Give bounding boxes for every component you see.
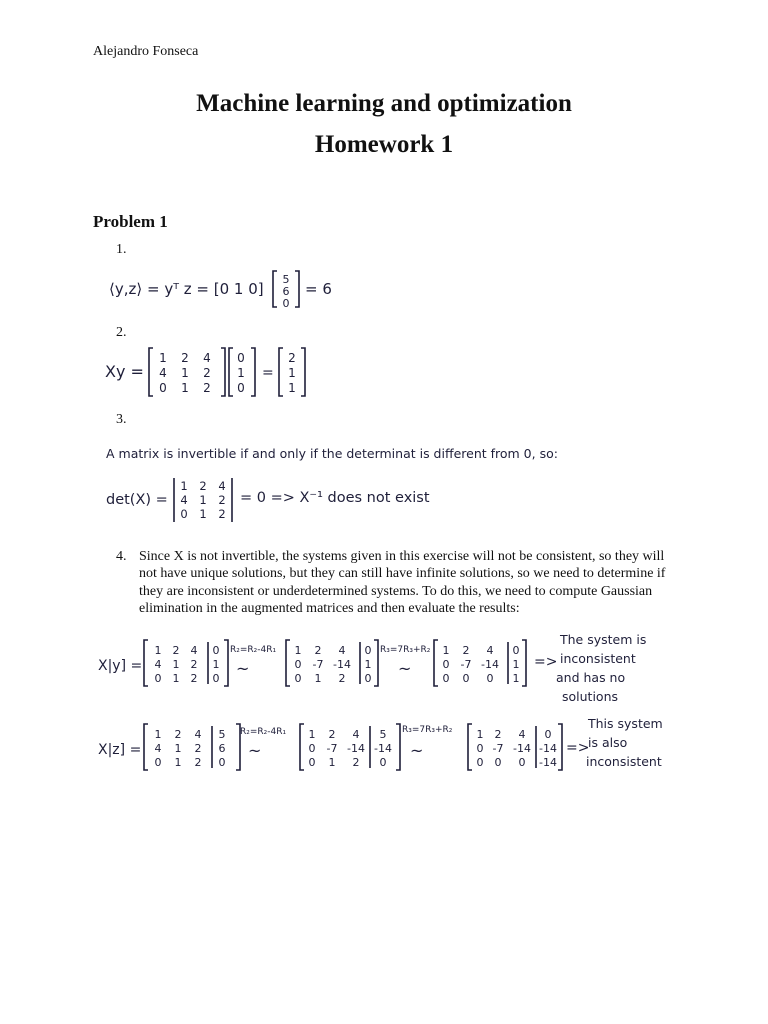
m-cell: 0 (442, 658, 450, 671)
author-name: Alejandro Fonseca (93, 44, 199, 59)
m-cell: 2 (218, 493, 226, 507)
m-cell: 1 (154, 728, 162, 741)
item3-content (104, 436, 624, 528)
document-title: Machine learning and optimization (196, 90, 572, 117)
m-cell: 4 (194, 728, 202, 741)
item1-vec-0: 5 (282, 273, 290, 286)
m-cell: 0 (379, 756, 387, 769)
m-cell: 2 (181, 351, 189, 365)
r-cell: 1 (288, 366, 296, 380)
item1-vec-1: 6 (282, 285, 290, 298)
m-cell: 5 (379, 728, 387, 741)
document-subtitle: Homework 1 (314, 131, 454, 158)
m-cell: 1 (212, 658, 220, 671)
m-cell: 2 (190, 672, 198, 685)
m-cell: 4 (203, 351, 211, 365)
m-cell: 4 (338, 644, 346, 657)
m-cell: 1 (442, 644, 450, 657)
m-cell: 1 (180, 479, 188, 493)
m-cell: 2 (494, 728, 502, 741)
m-cell: 0 (442, 672, 450, 685)
item3-statement: A matrix is invertible if and only if the determinat is different from 0, so: (106, 446, 558, 461)
m-cell: 1 (294, 644, 302, 657)
gauss2-note-line: This system (588, 716, 663, 731)
m-cell: 4 (154, 658, 162, 671)
m-cell: 0 (294, 658, 302, 671)
m-cell: 4 (154, 742, 162, 755)
m-cell: 5 (218, 728, 226, 741)
m-cell: 0 (212, 672, 220, 685)
m-cell: 1 (154, 644, 162, 657)
m-cell: 1 (476, 728, 484, 741)
gauss2-row (98, 714, 678, 776)
gauss2-note-line: inconsistent (586, 754, 662, 769)
item3-rhs: = 0 => X⁻¹ does not exist (240, 490, 430, 506)
m-cell: 0 (476, 742, 484, 755)
m-cell: 2 (218, 507, 226, 521)
item3-det-lhs: det(X) = (106, 492, 168, 508)
m-cell: 0 (294, 672, 302, 685)
gauss2-note-line: is also (588, 735, 628, 750)
m-cell: 2 (203, 381, 211, 395)
v-cell: 0 (237, 381, 245, 395)
m-cell: 2 (328, 728, 336, 741)
m-cell: 0 (180, 507, 188, 521)
item1-equation (105, 265, 345, 313)
m-cell: 1 (174, 756, 182, 769)
m-cell: 0 (518, 756, 526, 769)
m-cell: 4 (486, 644, 494, 657)
m-cell: -14 (333, 658, 351, 671)
m-cell: 6 (218, 742, 226, 755)
m-cell: 0 (486, 672, 494, 685)
item1-vec-2: 0 (282, 297, 290, 310)
m-cell: 1 (364, 658, 372, 671)
m-cell: 2 (352, 756, 360, 769)
m-cell: 1 (172, 658, 180, 671)
m-cell: 2 (203, 366, 211, 380)
m-cell: 0 (512, 644, 520, 657)
r-cell: 2 (288, 351, 296, 365)
m-cell: -14 (513, 742, 531, 755)
m-cell: -14 (539, 756, 557, 769)
item2-eq: = (262, 365, 274, 381)
m-cell: 0 (494, 756, 502, 769)
m-cell: 1 (512, 672, 520, 685)
m-cell: 4 (190, 644, 198, 657)
m-cell: 1 (159, 351, 167, 365)
problem-heading: Problem 1 (93, 212, 168, 231)
gauss1-tilde2: ~ (398, 659, 412, 678)
m-cell: 2 (172, 644, 180, 657)
m-cell: -7 (326, 742, 338, 755)
m-cell: 0 (154, 672, 162, 685)
m-cell: 0 (159, 381, 167, 395)
m-cell: 2 (462, 644, 470, 657)
m-cell: 2 (338, 672, 346, 685)
m-cell: 2 (194, 742, 202, 755)
item2-equation (105, 344, 315, 400)
gauss1-row (98, 630, 678, 706)
m-cell: 0 (462, 672, 470, 685)
m-cell: 0 (364, 644, 372, 657)
item-label-3: 3. (116, 412, 127, 427)
m-cell: 4 (352, 728, 360, 741)
m-cell: -7 (460, 658, 472, 671)
m-cell: -7 (492, 742, 504, 755)
m-cell: 1 (314, 672, 322, 685)
m-cell: 2 (314, 644, 322, 657)
m-cell: 1 (174, 742, 182, 755)
m-cell: 0 (308, 756, 316, 769)
v-cell: 1 (237, 366, 245, 380)
item-label-4: 4. (116, 549, 127, 564)
m-cell: 2 (174, 728, 182, 741)
m-cell: -14 (481, 658, 499, 671)
m-cell: 1 (199, 507, 207, 521)
item1-result: = 6 (305, 280, 332, 298)
gauss2-tilde1: ~ (248, 741, 262, 760)
item-label-1: 1. (116, 242, 127, 257)
gauss1-note-line: inconsistent (560, 651, 636, 666)
m-cell: 2 (190, 658, 198, 671)
item-label-2: 2. (116, 325, 127, 340)
m-cell: 4 (180, 493, 188, 507)
gauss2-op1: R₂=R₂-4R₁ (240, 727, 287, 737)
m-cell: 2 (199, 479, 207, 493)
m-cell: 0 (544, 728, 552, 741)
m-cell: 0 (218, 756, 226, 769)
item4-text: Since X is not invertible, the systems given in this exercise will not be consistent, so they will not have unique solutions, but they can still have infinite solutions, so we need to determine if they are inconsistent or underdetermined systems. To do this, we need to compute Gaussian elimination in the augmented matrices and then evaluate the results: (139, 549, 666, 617)
v-cell: 0 (237, 351, 245, 365)
m-cell: 4 (518, 728, 526, 741)
item2-lhs: Xy = (105, 362, 144, 381)
m-cell: 1 (181, 366, 189, 380)
gauss2-op2: R₃=7R₃+R₂ (402, 725, 453, 735)
gauss2-implies: => (566, 740, 590, 756)
gauss1-note-line: solutions (562, 689, 619, 704)
m-cell: 1 (308, 728, 316, 741)
gauss1-note-line: The system is (560, 632, 647, 647)
gauss1-implies: => (534, 654, 558, 670)
m-cell: 0 (308, 742, 316, 755)
m-cell: 0 (364, 672, 372, 685)
m-cell: 4 (218, 479, 226, 493)
gauss1-tilde1: ~ (236, 659, 250, 678)
item1-lhs: ⟨y,z⟩ = yᵀ z = [0 1 0] (109, 280, 264, 298)
m-cell: 1 (199, 493, 207, 507)
m-cell: -14 (539, 742, 557, 755)
m-cell: 0 (154, 756, 162, 769)
gauss2-tilde2: ~ (410, 741, 424, 760)
gauss1-op2: R₃=7R₃+R₂ (380, 645, 431, 655)
m-cell: 1 (328, 756, 336, 769)
gauss1-note-line: and has no (556, 670, 626, 685)
gauss2-label: X|z] = (98, 742, 142, 758)
item4-paragraph (116, 548, 676, 618)
m-cell: 0 (212, 644, 220, 657)
m-cell: 0 (476, 756, 484, 769)
r-cell: 1 (288, 381, 296, 395)
m-cell: 1 (512, 658, 520, 671)
m-cell: 4 (159, 366, 167, 380)
m-cell: 2 (194, 756, 202, 769)
gauss1-op1: R₂=R₂-4R₁ (230, 645, 277, 655)
m-cell: 1 (181, 381, 189, 395)
m-cell: 1 (172, 672, 180, 685)
m-cell: -14 (347, 742, 365, 755)
gauss1-label: X|y] = (98, 658, 143, 674)
m-cell: -14 (374, 742, 392, 755)
m-cell: -7 (312, 658, 324, 671)
